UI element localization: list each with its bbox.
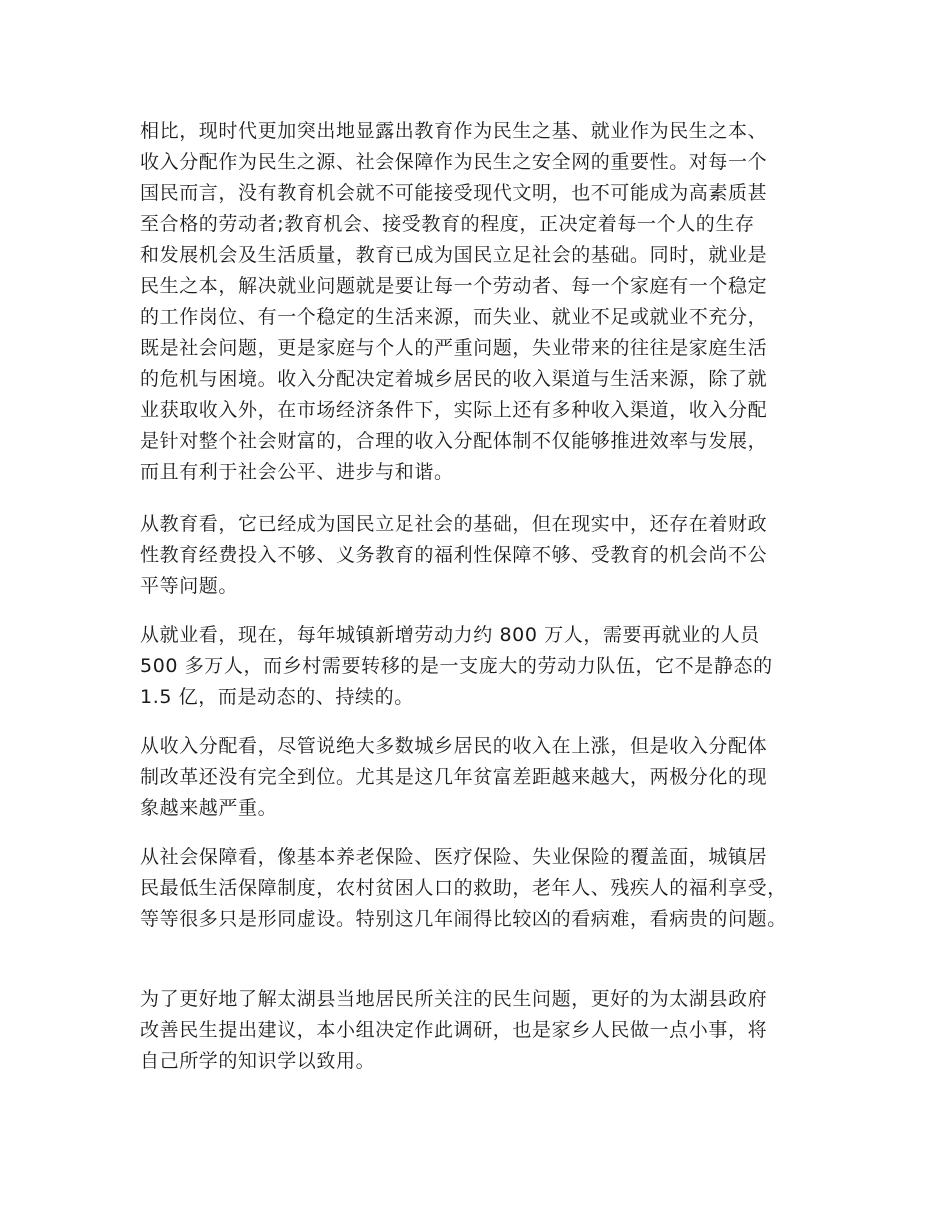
paragraph-education [140, 509, 767, 602]
paragraph-employment [140, 620, 773, 713]
text-line: 从教育看，它已经成为国民立足社会的基础，但在现实中，还存在着财政 [140, 513, 768, 535]
text-line: 等等很多只是形同虚设。特别这几年闹得比较凶的看病难，看病贵的问题。 [140, 908, 787, 930]
text-line: 是针对整个社会财富的，合理的收入分配体制不仅能够推进效率与发展， [140, 430, 768, 452]
text-line: 民最低生活保障制度，农村贫困人口的救助，老年人、残疾人的福利享受， [140, 877, 787, 899]
text-line: 而且有利于社会公平、进步与和谐。 [140, 461, 454, 483]
paragraph-research-purpose [140, 984, 767, 1077]
text-line: 平等问题。 [140, 575, 239, 597]
text-line: 改善民生提出建议，本小组决定作此调研，也是家乡人民做一点小事，将 [140, 1019, 768, 1041]
text-line: 国民而言，没有教育机会就不可能接受现代文明，也不可能成为高素质甚 [140, 182, 768, 204]
text-line: 为了更好地了解太湖县当地居民所关注的民生问题，更好的为太湖县政府 [140, 988, 768, 1010]
text-line: 民生之本，解决就业问题就是要让每一个劳动者、每一个家庭有一个稳定 [140, 275, 768, 297]
text-line: 从社会保障看，像基本养老保险、医疗保险、失业保险的覆盖面，城镇居 [140, 846, 768, 868]
text-line: 的危机与困境。收入分配决定着城乡居民的收入渠道与生活来源，除了就 [140, 368, 768, 390]
text-line: 自己所学的知识学以致用。 [140, 1050, 376, 1072]
paragraph-overview [140, 116, 767, 488]
text-line: 500 多万人，而乡村需要转移的是一支庞大的劳动力队伍，它不是静态的 [140, 655, 773, 677]
text-line: 1.5 亿，而是动态的、持续的。 [140, 686, 414, 708]
text-line: 制改革还没有完全到位。尤其是这几年贫富差距越来越大，两极分化的现 [140, 766, 768, 788]
text-line: 业获取收入外，在市场经济条件下，实际上还有多种收入渠道，收入分配 [140, 399, 768, 421]
paragraph-social-security [140, 842, 787, 935]
text-line: 从收入分配看，尽管说绝大多数城乡居民的收入在上涨，但是收入分配体 [140, 735, 768, 757]
text-line: 相比，现时代更加突出地显露出教育作为民生之基、就业作为民生之本、 [140, 120, 768, 142]
text-line: 性教育经费投入不够、义务教育的福利性保障不够、受教育的机会尚不公 [140, 544, 768, 566]
text-line: 至合格的劳动者;教育机会、接受教育的程度，正决定着每一个人的生存 [140, 213, 755, 235]
text-line: 和发展机会及生活质量，教育已成为国民立足社会的基础。同时，就业是 [140, 244, 768, 266]
text-line: 象越来越严重。 [140, 797, 278, 819]
paragraph-income-distribution [140, 731, 767, 824]
text-line: 既是社会问题，更是家庭与个人的严重问题，失业带来的往往是家庭生活 [140, 337, 768, 359]
text-line: 收入分配作为民生之源、社会保障作为民生之安全网的重要性。对每一个 [140, 151, 768, 173]
text-line: 从就业看，现在，每年城镇新增劳动力约 800 万人，需要再就业的人员 [140, 624, 760, 646]
text-line: 的工作岗位、有一个稳定的生活来源，而失业、就业不足或就业不充分， [140, 306, 768, 328]
